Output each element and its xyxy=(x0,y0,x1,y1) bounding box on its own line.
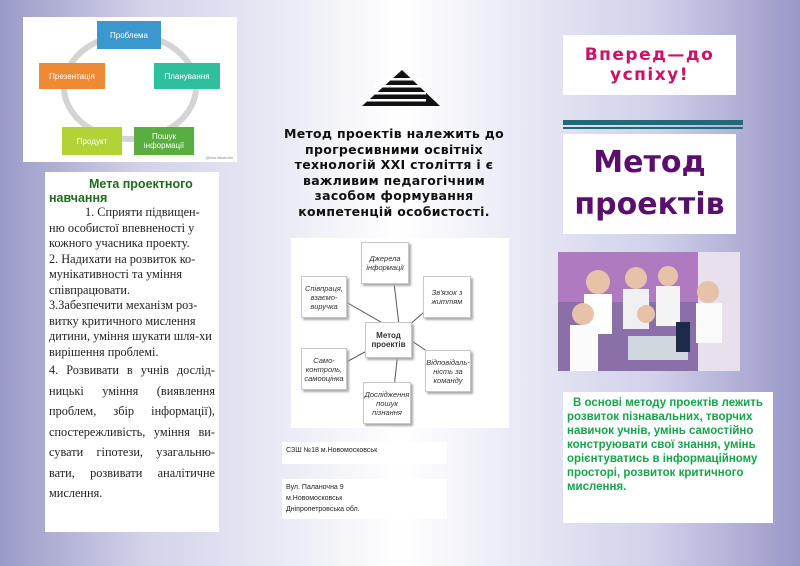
diagram-box-cooperation: Співпраця, взаємо-виручка xyxy=(301,276,347,318)
method-intro-text: Метод проектів належить до прогресивними освітніх технологій ХХІ століття і є важливим педагогічним засобом формування компетенцій особистості. xyxy=(283,126,504,219)
goal-item-4: 4. Розвивати в учнів дослід-ницькі уміння (виявлення проблем, збір інформації), спостережливість, уміння ви-сувати гіпотези, узагальню-вати, розвивати аналітичне мислення. xyxy=(49,363,215,500)
goal-item-2: 2. Надихати на розвиток ко-мунікативності та уміння співпрацювати. xyxy=(49,251,196,297)
address-line1: Вул. Паланочна 9 xyxy=(286,484,344,491)
address-block xyxy=(282,479,447,519)
method-basis-text-content: В основі методу проектів лежить розвиток пізнавальних, творчих навичок учнів, умінь самостійно конструювати свої знання, умінь орієнтуватись в інформаційному просторі, розвиток критичного мислення. xyxy=(567,397,763,493)
cycle-node-problem: Проблема xyxy=(97,21,161,49)
goal-item-3: 3.Забезпечити механізм роз-витку критичного мислення дитини, уміння шукати шля-хи вирішення проблемі. xyxy=(49,298,212,359)
address-line2: м.Новомосковськ xyxy=(286,495,343,502)
goals-title xyxy=(49,177,215,205)
cycle-node-product: Продукт xyxy=(62,127,122,155)
goal-item-1: 1. Сприяти підвищен-ню особистої впевненості у кожного учасника проекту. xyxy=(49,205,200,250)
cycle-node-planning: Планування xyxy=(154,63,220,89)
project-cycle-diagram xyxy=(23,17,237,162)
diagram-box-self-control: Само-контроль, самооцінка xyxy=(301,348,347,390)
slogan: Вперед—до успіху! xyxy=(563,35,736,95)
goals-panel xyxy=(45,172,219,532)
diagram-center-box: Метод проектів xyxy=(365,322,412,358)
goals-title-line2: навчання xyxy=(49,191,108,205)
school-name: СЗШ №18 м.Новомосковськ xyxy=(282,442,447,464)
cycle-node-search: Пошук інформації xyxy=(134,127,194,155)
main-title: Метод проектів xyxy=(563,134,736,234)
stairs-logo-icon xyxy=(362,68,440,108)
accent-bar-thick xyxy=(563,120,743,125)
children-photo xyxy=(558,252,740,371)
cycle-footer: @shu.lifestudio xyxy=(205,155,233,160)
goals-title-line1: Мета проектного xyxy=(89,177,193,191)
method-diagram xyxy=(291,238,509,428)
method-basis-text xyxy=(563,392,773,523)
diagram-box-responsibility: Відповідаль-ність за команду xyxy=(425,350,471,392)
diagram-box-life-connection: Зв'язок з життям xyxy=(423,276,471,318)
diagram-box-sources: Джерела інформації xyxy=(361,242,409,284)
diagram-box-research: Дослідження пошук пізнання xyxy=(363,382,411,424)
address-line3: Дніпропетровська обл. xyxy=(286,506,360,513)
accent-bar-thin xyxy=(563,127,743,129)
cycle-node-presentation: Презентація xyxy=(39,63,105,89)
